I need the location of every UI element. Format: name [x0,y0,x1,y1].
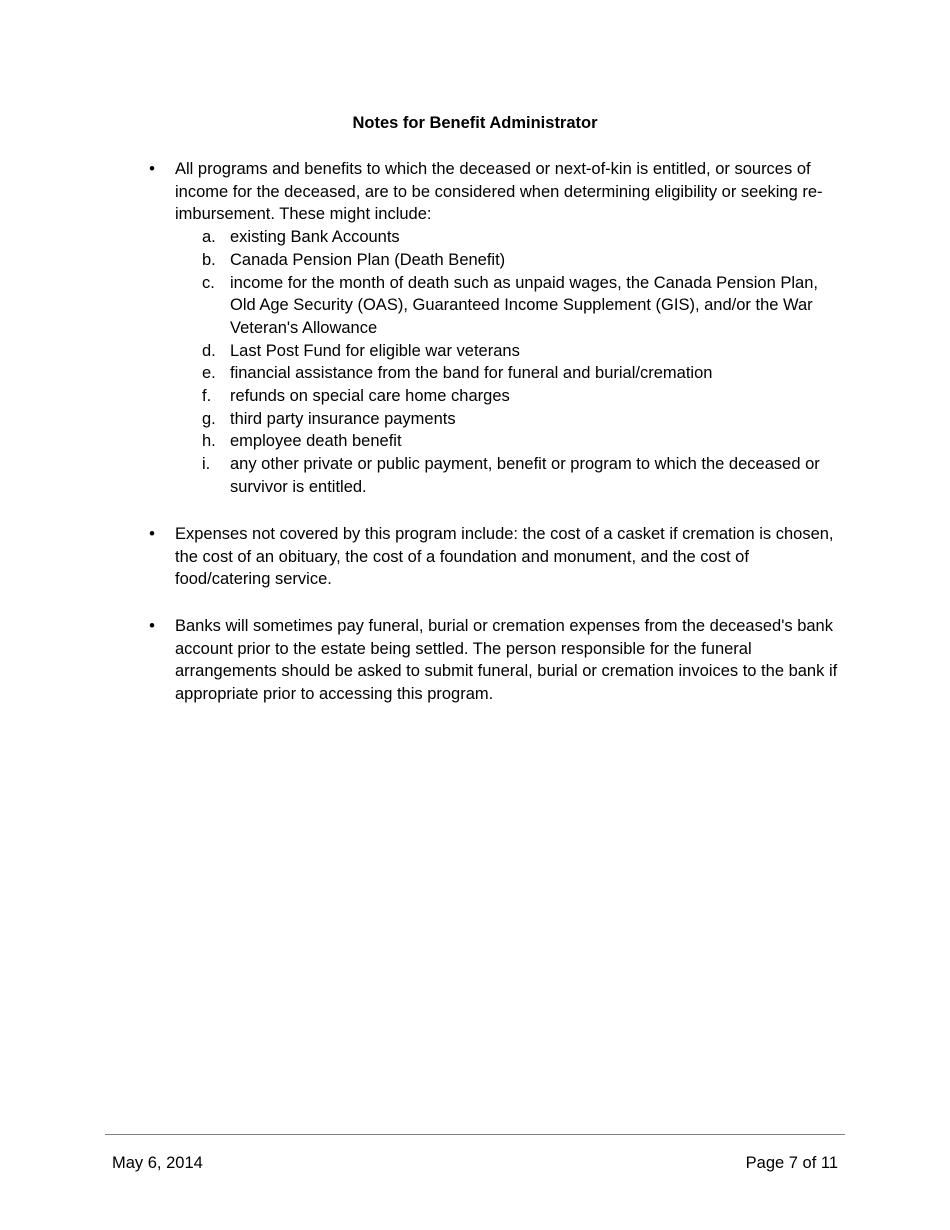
bullet-text: Banks will sometimes pay funeral, burial or cremation expenses from the deceased's bank account prior to the estate being settled. The person responsible for the funeral arrangements should be asked to submit funeral, burial or cremation invoices to the bank if appropriate prior to accessing this program. [175,617,838,704]
bullet-text: All programs and benefits to which the deceased or next-of-kin is entitled, or sources of income for the deceased, are to be considered when determining eligibility or seeking re-imbursement. These might include: [175,160,823,224]
list-marker: g. [202,409,216,428]
list-marker: e. [202,364,216,383]
list-item [145,385,845,408]
list-item [145,272,845,340]
bullet-icon: • [149,525,155,543]
list-item [145,453,845,498]
list-item [145,362,845,385]
note-bullet-banks [145,615,845,706]
list-marker: f. [202,387,212,406]
bullet-paragraph [145,158,845,226]
list-marker: b. [202,250,216,269]
list-item [145,249,845,272]
list-item [145,226,845,249]
note-bullet-programs [145,158,845,499]
list-marker: i. [202,455,211,474]
page-title: Notes for Benefit Administrator [352,114,598,132]
list-item-text: any other private or public payment, benefit or program to which the deceased or survivor is entitled. [230,455,820,496]
list-marker: a. [202,228,216,247]
footer-divider [105,1134,845,1135]
list-marker: c. [202,273,215,292]
list-item-text: existing Bank Accounts [230,228,400,247]
list-item-text: income for the month of death such as unpaid wages, the Canada Pension Plan, Old Age Security (OAS), Guaranteed Income Supplement (GIS), and/or the War Veteran's Allowance [230,273,818,337]
list-item-text: Canada Pension Plan (Death Benefit) [230,250,506,269]
footer-date: May 6, 2014 [112,1154,203,1172]
list-item-text: refunds on special care home charges [230,387,510,406]
bullet-icon: • [149,617,155,635]
benefit-sources-list [145,226,845,498]
footer-page-number: Page 7 of 11 [745,1154,838,1172]
list-item-text: Last Post Fund for eligible war veterans [230,341,520,360]
bullet-paragraph [145,523,845,591]
list-item [145,340,845,363]
note-bullet-expenses [145,523,845,591]
list-item-text: employee death benefit [230,432,402,451]
bullet-text: Expenses not covered by this program include: the cost of a casket if cremation is chosen, the cost of an obituary, the cost of a foundation and monument, and the cost of food/catering service. [175,525,834,589]
list-marker: d. [202,341,216,360]
bullet-paragraph [145,615,845,706]
bullet-icon: • [149,160,155,178]
list-item-text: third party insurance payments [230,409,456,428]
list-item [145,408,845,431]
list-item-text: financial assistance from the band for funeral and burial/cremation [230,364,713,383]
list-item [145,430,845,453]
list-marker: h. [202,432,216,451]
